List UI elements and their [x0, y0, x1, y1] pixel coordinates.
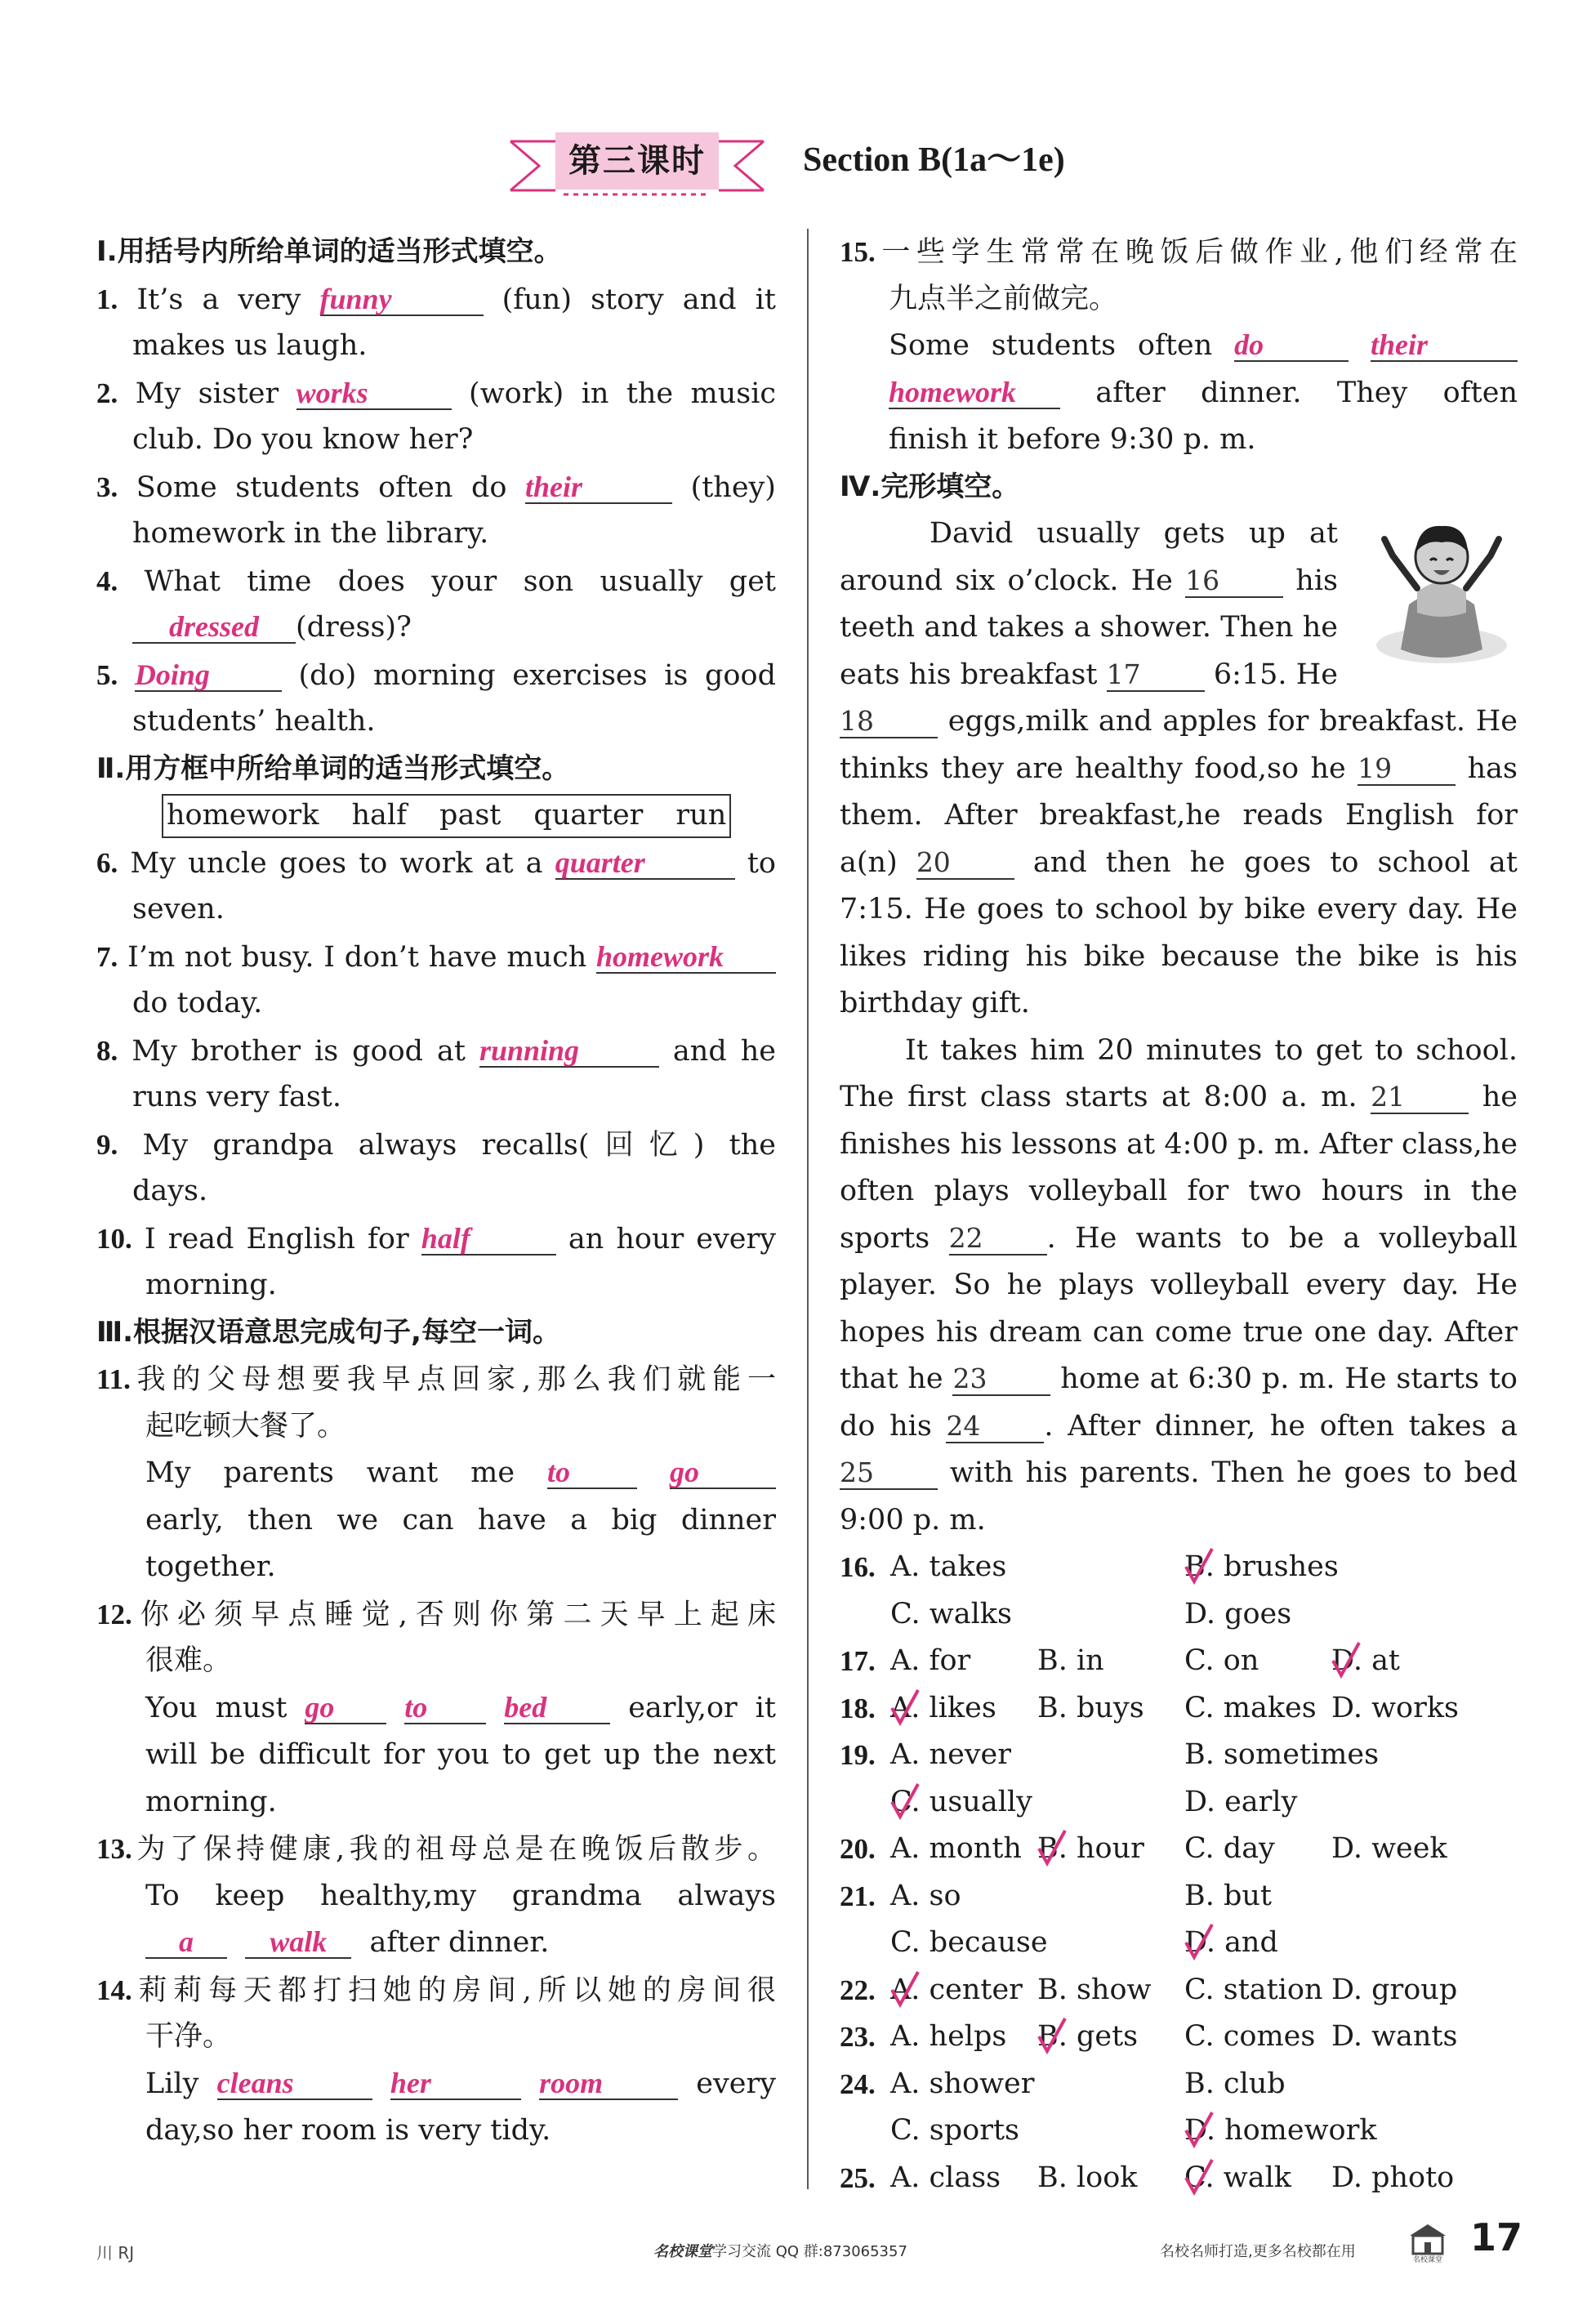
- passage-text: sports: [840, 1221, 930, 1255]
- answer-text: to: [404, 1690, 428, 1724]
- answer-text: quarter: [555, 845, 645, 879]
- opt-row-21: [840, 1873, 1518, 1920]
- footer-slogan: 名校名师打造,更多名校都在用: [1160, 2243, 1356, 2260]
- passage-text: has: [1467, 752, 1518, 785]
- passage-text: he: [1482, 1081, 1518, 1113]
- p2-line7: hopes his dream can come true one day. After: [840, 1315, 1518, 1349]
- checkmark-icon: [1183, 1921, 1215, 1962]
- p1-line11: birthday gift.: [840, 987, 1030, 1019]
- q8-line2: runs very fast.: [132, 1081, 341, 1113]
- column-divider: [807, 229, 809, 2189]
- q14-en1: [96, 2061, 776, 2108]
- answer-blank[interactable]: [305, 1688, 386, 1724]
- answer-text: bed: [504, 1690, 547, 1724]
- cloze-blank[interactable]: [1371, 1078, 1469, 1114]
- option-b[interactable]: B. but: [1184, 1879, 1272, 1912]
- answer-text: funny: [319, 282, 392, 315]
- option-a[interactable]: A. center: [890, 1973, 1023, 2006]
- q13-en2: [96, 1920, 776, 1967]
- word-item: run: [675, 799, 727, 832]
- opt-row-16b: [840, 1591, 1518, 1639]
- answer-blank[interactable]: [889, 373, 1060, 409]
- q12-en3: morning.: [145, 1785, 277, 1818]
- option-c[interactable]: C. station: [1184, 1973, 1323, 2006]
- q-text: I’m not busy. I don’t have much: [127, 940, 587, 974]
- q-number: 4.: [96, 564, 118, 597]
- passage-text: eggs,milk and apples for breakfast. He: [947, 705, 1518, 738]
- opt-row-24: [840, 2061, 1518, 2108]
- q6-line1: [96, 840, 776, 887]
- page-number: 17: [1470, 2215, 1523, 2259]
- q4-line1: [96, 558, 776, 605]
- cloze-blank[interactable]: [1357, 750, 1456, 786]
- option-b[interactable]: B. brushes: [1184, 1550, 1339, 1583]
- footer-qq-group: [653, 2240, 907, 2261]
- option-a[interactable]: A. for: [890, 1644, 971, 1677]
- p1-line9: 7:15. He goes to school by bike every day. He: [840, 893, 1518, 925]
- q-number: 12.: [96, 1598, 132, 1630]
- q-text: I read English for: [144, 1222, 409, 1256]
- option-c[interactable]: C. on: [1184, 1644, 1259, 1677]
- blank-number: 18: [840, 705, 874, 737]
- part2-heading: Ⅱ.用方框中所给单词的适当形式填空。: [96, 752, 570, 785]
- option-b[interactable]: B. in: [1037, 1644, 1104, 1677]
- q1-line2: makes us laugh.: [132, 329, 368, 362]
- opt-row-19: [840, 1732, 1518, 1779]
- word-box-line: [96, 792, 776, 840]
- lesson-banner: [506, 129, 768, 203]
- passage-text: around six o’clock. He: [840, 564, 1173, 597]
- checkmark-icon: [889, 1969, 921, 2009]
- q15-cn1: [840, 229, 1518, 276]
- word-item: past: [439, 799, 502, 832]
- q-chinese: 一些学生常常在晚饭后做作业,他们经常在: [875, 236, 1518, 269]
- q-number: 16.: [840, 1551, 876, 1583]
- q-number: 14.: [96, 1974, 132, 2006]
- answer-blank[interactable]: [525, 468, 672, 504]
- lesson-title: 第三课时: [568, 142, 706, 180]
- passage-text: home at 6:30 p. m. He starts to: [1060, 1363, 1518, 1395]
- word-item: half: [351, 799, 408, 832]
- option-c[interactable]: C. because: [890, 1926, 1048, 1959]
- q5-line2: students’ health.: [132, 705, 376, 738]
- option-b[interactable]: B. show: [1037, 1973, 1152, 2006]
- answer-blank[interactable]: [539, 2064, 678, 2100]
- q-text: to: [747, 846, 776, 880]
- q6-line2: seven.: [132, 893, 225, 925]
- passage-wrap: [840, 511, 1338, 698]
- answer-text: dressed: [169, 610, 259, 643]
- answer-text: Doing: [134, 658, 210, 691]
- p1-line10: likes riding his bike because the bike is his: [840, 939, 1518, 973]
- opt-row-19b: [840, 1779, 1518, 1826]
- q-text: (do) morning exercises is good: [298, 658, 776, 692]
- answer-text: a: [179, 1925, 194, 1958]
- cloze-blank[interactable]: [840, 702, 938, 738]
- q-number: 9.: [96, 1128, 118, 1161]
- cloze-blank[interactable]: [1185, 562, 1283, 598]
- checkmark-icon: [889, 1687, 921, 1728]
- q-text: Some students often do: [136, 471, 507, 504]
- blank-number: 25: [840, 1456, 874, 1488]
- cloze-blank[interactable]: [840, 1454, 938, 1490]
- checkmark-icon: [1330, 1639, 1362, 1680]
- passage-text: . After dinner, he often takes a: [1044, 1409, 1518, 1443]
- checkmark-icon: [1183, 1545, 1215, 1586]
- answer-blank[interactable]: [547, 1453, 637, 1489]
- q13-cn1: [96, 1826, 776, 1873]
- q8-line1: [96, 1028, 776, 1075]
- answer-text: their: [1370, 328, 1428, 361]
- passage-text: his: [1295, 564, 1338, 597]
- answer-blank[interactable]: [135, 656, 282, 692]
- answer-blank[interactable]: [296, 374, 452, 410]
- answer-blank[interactable]: [320, 280, 484, 316]
- p2-line11: 9:00 p. m.: [840, 1503, 986, 1537]
- cloze-blank[interactable]: [1107, 656, 1205, 692]
- q15-cn2: 九点半之前做完。: [889, 282, 1118, 315]
- q7-line2: do today.: [132, 987, 263, 1019]
- p1-line3: teeth and takes a shower. Then he: [840, 611, 1338, 644]
- q-text: (work) in the music: [469, 377, 776, 410]
- q15-en2: [840, 370, 1518, 417]
- passage-text: with his parents. Then he goes to bed: [949, 1456, 1518, 1489]
- left-column: [96, 229, 776, 2155]
- answer-blank[interactable]: [504, 1688, 610, 1724]
- q3-line2: homework in the library.: [132, 517, 489, 550]
- answer-blank[interactable]: [421, 1220, 556, 1256]
- answer-blank[interactable]: [132, 608, 296, 644]
- q7-line1: [96, 934, 776, 981]
- part1-heading: Ⅰ.用括号内所给单词的适当形式填空。: [96, 235, 562, 268]
- blank-number: 19: [1357, 752, 1393, 784]
- q4-line2: [96, 604, 776, 652]
- answer-blank[interactable]: [555, 844, 735, 880]
- school-logo-icon: [1405, 2218, 1451, 2264]
- q-text: Some students often: [889, 329, 1213, 362]
- option-d[interactable]: D. wants: [1331, 2020, 1458, 2053]
- answer-text: homework: [889, 375, 1017, 408]
- option-d[interactable]: D. at: [1331, 1644, 1400, 1677]
- q-text: What time does your son usually get: [144, 564, 776, 598]
- answer-text: go: [669, 1456, 699, 1488]
- q-text: (they): [690, 471, 776, 504]
- option-d[interactable]: D. early: [1184, 1785, 1298, 1818]
- passage-text: do his: [840, 1409, 932, 1443]
- answer-blank[interactable]: [1371, 326, 1518, 362]
- answer-blank[interactable]: [670, 1453, 776, 1489]
- q12-en2: will be difficult for you to get up the next: [145, 1738, 776, 1771]
- p1-line8: [840, 840, 1518, 887]
- opt-row-18: [840, 1685, 1518, 1733]
- q-chinese: 为了保持健康,我的祖母总是在晚饭后散步。: [132, 1833, 776, 1866]
- q-number: 5.: [96, 658, 118, 691]
- q-number: 25.: [840, 2161, 876, 2194]
- q-number: 18.: [840, 1692, 876, 1724]
- answer-text: go: [305, 1690, 335, 1724]
- blank-number: 17: [1106, 658, 1141, 690]
- part3-heading: Ⅲ.根据汉语意思完成句子,每空一词。: [96, 1315, 560, 1349]
- p2-line8: [840, 1356, 1518, 1403]
- q11-en1: [96, 1450, 776, 1497]
- q-text: It’s a very: [136, 283, 301, 316]
- blank-number: 20: [916, 845, 951, 878]
- option-a[interactable]: A. so: [890, 1879, 961, 1912]
- answer-text: room: [539, 2066, 604, 2099]
- q1-line1: [96, 276, 776, 323]
- q5-line1: [96, 652, 776, 699]
- footer-brand: 名校课堂: [653, 2243, 712, 2260]
- q-number: 7.: [96, 940, 118, 973]
- option-b[interactable]: B. gets: [1037, 2020, 1139, 2053]
- q-number: 1.: [96, 283, 118, 315]
- answer-blank[interactable]: [404, 1688, 486, 1724]
- blank-number: 16: [1185, 564, 1220, 596]
- blank-number: 22: [948, 1221, 983, 1254]
- option-c[interactable]: C. day: [1184, 1832, 1275, 1865]
- q9-line1: [96, 1122, 776, 1169]
- q3-line1: [96, 464, 776, 511]
- option-c[interactable]: C. walks: [890, 1597, 1012, 1630]
- q-text: My uncle goes to work at a: [130, 846, 543, 880]
- opt-row-16: [840, 1544, 1518, 1591]
- p2-line1: It takes him 20 minutes to get to school.: [905, 1033, 1518, 1067]
- q2-line1: [96, 370, 776, 417]
- option-b[interactable]: B. sometimes: [1184, 1738, 1380, 1771]
- answer-text: cleans: [216, 2066, 294, 2099]
- p2-line5: [840, 1215, 1518, 1263]
- option-a[interactable]: A. shower: [890, 2067, 1035, 2100]
- q2-line2: club. Do you know her?: [132, 423, 474, 456]
- p2-line3: finishes his lessons at 4:00 p. m. After class,he: [840, 1127, 1518, 1161]
- passage-text: . He wants to be a volleyball: [1046, 1221, 1518, 1255]
- blank-number: 24: [946, 1409, 981, 1442]
- option-c[interactable]: C. comes: [1184, 2020, 1316, 2053]
- q-chinese: 莉莉每天都打扫她的房间,所以她的房间很: [132, 1974, 776, 2007]
- answer-blank[interactable]: [145, 1923, 227, 1959]
- answer-text: do: [1234, 328, 1264, 361]
- option-d[interactable]: D. goes: [1184, 1597, 1292, 1630]
- word-item: homework: [167, 799, 319, 832]
- option-a[interactable]: A. never: [890, 1738, 1011, 1771]
- checkmark-icon: [889, 1781, 921, 1822]
- option-c[interactable]: C. walk: [1184, 2161, 1292, 2194]
- q14-cn1: [96, 1967, 776, 2014]
- option-d[interactable]: D. photo: [1331, 2161, 1455, 2194]
- passage-text: a(n): [840, 845, 898, 879]
- cloze-blank[interactable]: [946, 1407, 1044, 1443]
- q15-en3: finish it before 9:30 p. m.: [889, 423, 1256, 456]
- opt-row-24b: [840, 2107, 1518, 2155]
- part4-heading: Ⅳ.完形填空。: [840, 470, 1020, 503]
- section-title: Section B(1a～1e): [803, 141, 1065, 179]
- q-text: an hour every: [568, 1222, 776, 1256]
- q-text: My brother is good at: [132, 1034, 466, 1068]
- q-number: 13.: [96, 1833, 132, 1865]
- logo-text: 名校课堂: [1412, 2256, 1443, 2264]
- option-d[interactable]: D. week: [1331, 1832, 1447, 1865]
- q-number: 23.: [840, 2021, 876, 2053]
- q-text: You must: [145, 1691, 288, 1724]
- word-box: [162, 794, 731, 838]
- answer-blank[interactable]: [245, 1923, 351, 1959]
- opt-row-23: [840, 2014, 1518, 2061]
- answer-text: running: [479, 1033, 580, 1067]
- q12-en1: [96, 1685, 776, 1733]
- passage-text: The first class starts at 8:00 a. m.: [840, 1081, 1357, 1113]
- option-b[interactable]: B. look: [1037, 2161, 1138, 2194]
- p2-line4: often plays volleyball for two hours in the: [840, 1175, 1518, 1207]
- answer-blank[interactable]: [479, 1032, 659, 1068]
- answer-blank[interactable]: [596, 938, 776, 974]
- opt-row-25: [840, 2155, 1518, 2202]
- q-text: To keep healthy,my grandma always: [145, 1879, 776, 1912]
- q-text: My grandpa always recalls(回忆) the: [142, 1128, 776, 1162]
- answer-text: to: [547, 1456, 571, 1488]
- passage-text: 6:15. He: [1213, 658, 1338, 691]
- option-d[interactable]: D. group: [1331, 1973, 1458, 2006]
- checkmark-icon: [1183, 2109, 1215, 2150]
- q10-line2: morning.: [145, 1269, 277, 1301]
- passage-text: thinks they are healthy food,so he: [840, 752, 1346, 785]
- p1-line5: [840, 698, 1518, 746]
- blank-number: 21: [1371, 1081, 1406, 1113]
- q14-cn2: 干净。: [145, 2020, 232, 2053]
- option-c[interactable]: C. sports: [890, 2114, 1019, 2147]
- q-text: (fun) story and it: [502, 283, 776, 316]
- q-number: 21.: [840, 1880, 876, 1912]
- q-chinese: 我的父母想要我早点回家,那么我们就能一: [130, 1363, 776, 1396]
- passage-text: eats his breakfast: [840, 658, 1098, 691]
- p1-line1: David usually gets up at: [930, 517, 1338, 550]
- q-number: 2.: [96, 377, 118, 409]
- q11-en3: together.: [145, 1550, 276, 1583]
- q-number: 3.: [96, 471, 118, 503]
- option-c[interactable]: C. makes: [1184, 1691, 1317, 1724]
- q-text: early,or it: [628, 1691, 776, 1724]
- footer-edition: 川 RJ: [96, 2243, 135, 2263]
- q12-cn1: [96, 1591, 776, 1639]
- q10-line1: [96, 1215, 776, 1263]
- p1-line6: [840, 746, 1518, 793]
- p2-line2: [840, 1074, 1518, 1122]
- q-number: 8.: [96, 1034, 118, 1067]
- passage-text: that he: [840, 1363, 943, 1395]
- option-a[interactable]: A. class: [890, 2161, 1001, 2194]
- option-b[interactable]: B. buys: [1037, 1691, 1144, 1724]
- cloze-blank[interactable]: [916, 844, 1014, 880]
- q-number: 11.: [96, 1363, 131, 1395]
- q11-en2: early, then we can have a big dinner: [145, 1503, 776, 1537]
- checkmark-icon: [1036, 2015, 1068, 2056]
- q-text: every: [696, 2067, 776, 2100]
- word-item: quarter: [533, 799, 644, 832]
- q-number: 24.: [840, 2067, 876, 2100]
- q-number: 20.: [840, 1833, 876, 1865]
- q13-en1: [96, 1873, 776, 1920]
- opt-row-20: [840, 1826, 1518, 1873]
- q-text: My sister: [135, 377, 279, 410]
- p1-line2: [840, 558, 1338, 605]
- answer-text: her: [390, 2066, 431, 2099]
- q-text: after dinner. They often: [1095, 376, 1518, 409]
- q-number: 10.: [96, 1222, 132, 1255]
- option-d[interactable]: D. and: [1184, 1926, 1278, 1959]
- option-a[interactable]: A. month: [890, 1832, 1022, 1865]
- p2-line6: player. So he plays volleyball every day. He: [840, 1269, 1518, 1301]
- q11-cn2: 起吃顿大餐了。: [145, 1409, 346, 1443]
- answer-blank[interactable]: [217, 2064, 372, 2100]
- answer-text: homework: [595, 939, 724, 973]
- q12-cn2: 很难。: [145, 1644, 232, 1677]
- option-c[interactable]: C. usually: [890, 1785, 1032, 1818]
- option-d[interactable]: D. works: [1331, 1691, 1459, 1724]
- q-number: 19.: [840, 1739, 876, 1771]
- answer-text: works: [296, 376, 368, 409]
- q-text: and he: [672, 1034, 776, 1068]
- answer-text: walk: [270, 1925, 328, 1958]
- answer-blank[interactable]: [1234, 326, 1349, 362]
- option-b[interactable]: B. club: [1184, 2067, 1286, 2100]
- passage-text: and then he goes to school at: [1032, 845, 1518, 879]
- q-text: My parents want me: [145, 1456, 515, 1489]
- q-number: 6.: [96, 846, 118, 879]
- q-text: after dinner.: [369, 1926, 550, 1959]
- p2-line9: [840, 1403, 1518, 1451]
- p2-line10: [840, 1450, 1518, 1497]
- answer-text: half: [421, 1221, 470, 1255]
- p1-line4: [840, 652, 1338, 699]
- q14-en2: day,so her room is very tidy.: [145, 2114, 551, 2147]
- answer-blank[interactable]: [390, 2064, 521, 2100]
- checkmark-icon: [1183, 2157, 1215, 2197]
- option-b[interactable]: B. hour: [1037, 1832, 1144, 1865]
- q11-cn1: [96, 1356, 776, 1403]
- checkmark-icon: [1036, 1827, 1068, 1868]
- opt-row-21b: [840, 1920, 1518, 1967]
- q15-en1: [840, 323, 1518, 370]
- footer-qq-text: 学习交流 QQ 群:873065357: [712, 2243, 907, 2260]
- boy-illustration: [1360, 506, 1523, 670]
- opt-row-22: [840, 1967, 1518, 2014]
- blank-number: 23: [952, 1363, 987, 1394]
- q-number: 17.: [840, 1645, 876, 1677]
- option-d[interactable]: D. homework: [1184, 2114, 1377, 2147]
- cloze-blank[interactable]: [952, 1360, 1050, 1396]
- q-chinese: 你必须早点睡觉,否则你第二天早上起床: [132, 1598, 776, 1631]
- option-a[interactable]: A. helps: [890, 2020, 1007, 2053]
- opt-row-17: [840, 1638, 1518, 1685]
- option-a[interactable]: A. likes: [890, 1691, 996, 1724]
- q9-line2: days.: [132, 1175, 208, 1207]
- option-a[interactable]: A. takes: [890, 1550, 1007, 1583]
- q-text: Lily: [145, 2067, 199, 2100]
- q-number: 22.: [840, 1974, 876, 2006]
- answer-text: their: [525, 470, 583, 503]
- p1-line7: them. After breakfast,he reads English for: [840, 799, 1518, 832]
- q-number: 15.: [840, 236, 876, 268]
- q-text: (dress)?: [296, 611, 412, 644]
- cloze-blank[interactable]: [949, 1220, 1047, 1256]
